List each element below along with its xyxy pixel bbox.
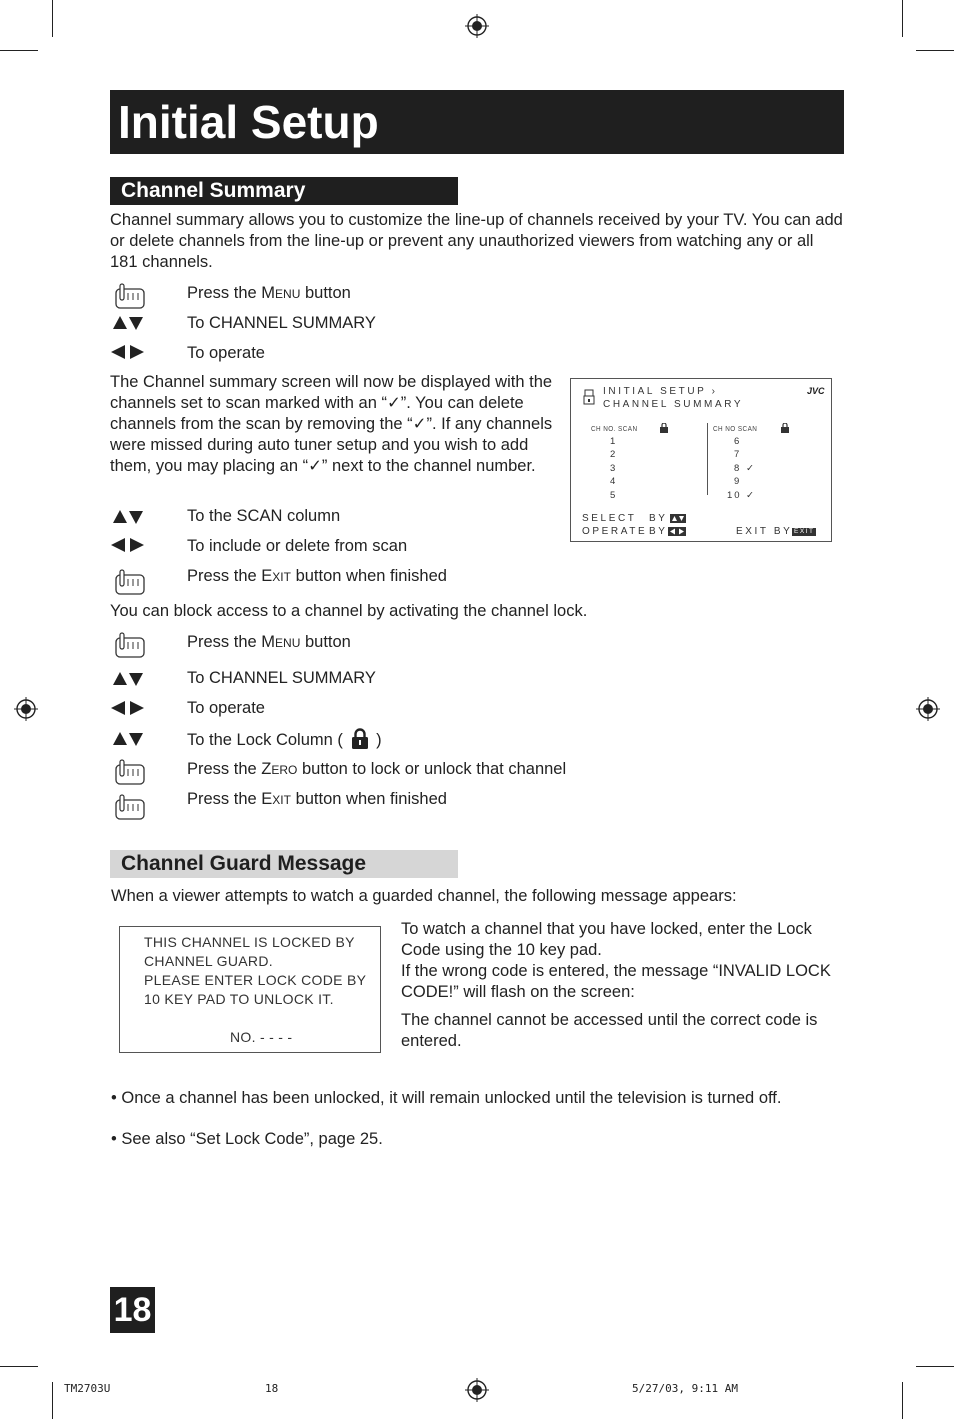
guard-right-text: To watch a channel that you have locked, enter the Lock Code using the 10 key pad. (401, 920, 812, 959)
osd-channel-number: 2 (610, 449, 616, 460)
crop-mark (0, 1366, 38, 1367)
jvc-logo: JVC (807, 386, 825, 396)
up-down-arrows-icon (670, 514, 686, 523)
lock-icon (781, 423, 789, 433)
osd-channel-number: 7 (734, 449, 740, 460)
footer-page: 18 (265, 1382, 279, 1395)
left-right-arrows-icon (110, 700, 146, 716)
osd-menu-title: INITIAL SETUP › (603, 386, 718, 397)
footer-file-name: TM2703U (64, 1382, 111, 1395)
crop-mark (52, 0, 53, 37)
osd-exit-by-label: EXIT BY (736, 526, 793, 537)
hand-press-icon (113, 568, 147, 596)
osd-by-label: BY (649, 526, 668, 537)
step-to-operate: To operate (187, 344, 265, 362)
registration-mark-icon (916, 697, 940, 721)
osd-submenu-title: CHANNEL SUMMARY (603, 399, 744, 410)
step-press-menu: Press the Menu button (187, 284, 351, 302)
step-to-operate: To operate (187, 699, 265, 717)
osd-channel-number: 4 (610, 476, 616, 487)
crop-mark (0, 50, 38, 51)
osd-column-divider (707, 423, 708, 495)
crop-mark (52, 1382, 53, 1419)
step-to-channel-summary: To CHANNEL SUMMARY (187, 669, 376, 687)
guard-right-text: If the wrong code is entered, the message “INVALID LOCK CODE!” will flash on the screen: (401, 962, 831, 1001)
guard-right-text: The channel cannot be accessed until the correct code is entered. (401, 1011, 818, 1050)
step-press-menu: Press the Menu button (187, 633, 351, 651)
osd-channel-number: 8 (734, 463, 740, 474)
bullet-item: • Once a channel has been unlocked, it will remain unlocked until the television is turned off. (111, 1089, 782, 1107)
osd-column-header-right: CH NO SCAN (713, 424, 758, 433)
crop-mark (902, 1382, 903, 1419)
lock-icon (351, 728, 369, 750)
osd-channel-number: 6 (734, 436, 740, 447)
step-press-exit: Press the Exit button when finished (187, 790, 447, 808)
registration-mark-icon (14, 697, 38, 721)
hand-press-icon (113, 631, 147, 659)
up-down-arrows-icon (112, 509, 144, 525)
guard-message-line: THIS CHANNEL IS LOCKED BY (144, 934, 355, 950)
guard-intro-paragraph: When a viewer attempts to watch a guarded channel, the following message appears: (111, 887, 737, 905)
step-to-scan-column: To the SCAN column (187, 507, 341, 525)
guard-message-code: NO. - - - - (230, 1029, 293, 1045)
crop-mark (916, 50, 954, 51)
osd-select-label: SELECT (582, 513, 637, 524)
osd-channel-number: 10 (727, 490, 742, 501)
section-heading-channel-guard: Channel Guard Message (110, 850, 458, 878)
guard-message-line: PLEASE ENTER LOCK CODE BY (144, 972, 367, 988)
guard-message-line: CHANNEL GUARD. (144, 953, 273, 969)
intro-paragraph: Channel summary allows you to customize the line-up of channels received by your TV. You can add or delete channels from the line-up or prevent any unauthorized viewers from watching any or all 181 channels. (110, 211, 843, 271)
osd-by-label: BY (649, 513, 668, 524)
up-down-arrows-icon (112, 315, 144, 331)
hand-press-icon (113, 282, 147, 310)
page-title-bar (110, 90, 844, 154)
left-right-arrows-icon (110, 344, 146, 360)
lock-icon (660, 423, 668, 433)
section-heading-channel-summary: Channel Summary (110, 177, 458, 205)
guard-message-line: 10 KEY PAD TO UNLOCK IT. (144, 991, 334, 1007)
up-down-arrows-icon (112, 671, 144, 687)
page-title: Initial Setup (118, 96, 379, 148)
up-down-arrows-icon (112, 731, 144, 747)
footer-timestamp: 5/27/03, 9:11 AM (632, 1382, 738, 1395)
guard-message-box (119, 926, 381, 1053)
step-to-lock-column: To the Lock Column ( ) (187, 728, 382, 750)
step-to-channel-summary: To CHANNEL SUMMARY (187, 314, 376, 332)
left-right-arrows-icon (110, 537, 146, 553)
page-number: 18 (110, 1287, 155, 1333)
osd-channel-number: 3 (610, 463, 616, 474)
description-paragraph: The Channel summary screen will now be displayed with the channels set to scan marked with an “✓”. You can delete channels from the scan by removing the “✓”. If any channels were missed during auto tuner setup and you wish to add them, you may placing an “✓” next to the channel number. (110, 373, 553, 475)
osd-scan-check: ✓ (746, 490, 754, 501)
osd-channel-number: 5 (610, 490, 616, 501)
osd-exit-key: EXIT (794, 528, 815, 535)
crop-mark (902, 0, 903, 37)
crop-mark (916, 1366, 954, 1367)
channel-summary-screen (570, 378, 832, 542)
left-right-arrows-icon (668, 527, 686, 536)
osd-channel-number: 9 (734, 476, 740, 487)
step-include-delete: To include or delete from scan (187, 537, 408, 555)
osd-column-header-left: CH NO. SCAN (591, 424, 638, 433)
hand-press-icon (113, 758, 147, 786)
hand-press-icon (113, 793, 147, 821)
osd-channel-number: 1 (610, 436, 616, 447)
step-press-exit: Press the Exit button when finished (187, 567, 447, 585)
osd-operate-label: OPERATE (582, 526, 648, 537)
menu-lock-icon (583, 389, 595, 405)
registration-mark-icon (465, 14, 489, 38)
lock-intro-paragraph: You can block access to a channel by activating the channel lock. (110, 602, 588, 620)
osd-scan-check: ✓ (746, 463, 754, 474)
bullet-item: • See also “Set Lock Code”, page 25. (111, 1130, 383, 1148)
registration-mark-icon (465, 1378, 489, 1402)
step-press-zero: Press the Zero button to lock or unlock that channel (187, 760, 567, 778)
